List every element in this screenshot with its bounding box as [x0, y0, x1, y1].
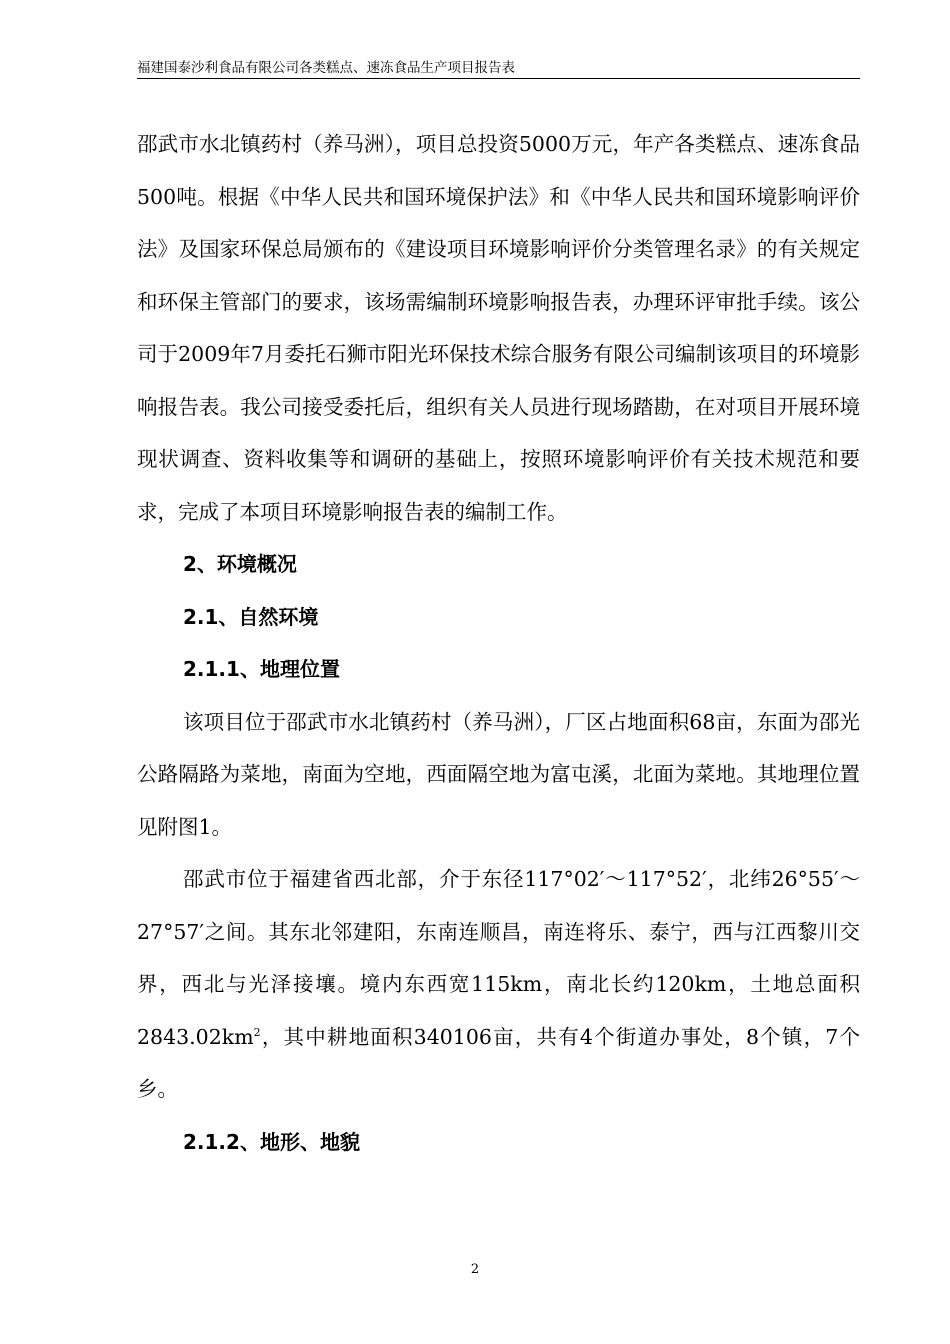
city-paragraph-text: 邵武市位于福建省西北部，介于东径117°02′～117°52′，北纬26°55′～27°57′之间。其东北邻建阳，东南连顺昌，南连将乐、泰宁，西与江西黎川交界，西北与光泽接壤。境内东西宽115km，南北长约120km，土地总面积2843.02km — [137, 867, 860, 1049]
section-heading-2-1: 2.1、自然环境 — [183, 604, 319, 629]
section-heading-2: 2、环境概况 — [183, 552, 297, 576]
page-header — [137, 60, 860, 79]
page-number: 2 — [470, 1262, 480, 1277]
intro-paragraph: 邵武市水北镇药村（养马洲），项目总投资5000万元，年产各类糕点、速冻食品500吨。根据《中华人民共和国环境保护法》和《中华人民共和国环境影响评价法》及国家环保总局颁布的《建设项目环境影响评价分类管理名录》的有关规定和环保主管部门的要求，该场需编制环境影响报告表，办理环评审批手续。该公司于2009年7月委托石狮市阳光环保技术综合服务有限公司编制该项目的环境影响报告表。我公司接受委托后，组织有关人员进行现场踏勘，在对项目开展环境现状调查、资料收集等和调研的基础上，按照环境影响评价有关技术规范和要求，完成了本项目环境影响报告表的编制工作。 — [137, 132, 860, 524]
area-unit-superscript: 2 — [253, 1025, 261, 1039]
city-paragraph-text-cont: ，其中耕地面积340106亩，共有4个街道办事处，8个镇，7个乡。 — [137, 1024, 860, 1101]
document-body — [137, 118, 860, 1168]
location-paragraph: 该项目位于邵武市水北镇药村（养马洲），厂区占地面积68亩，东面为邵光公路隔路为菜地，南面为空地，西面隔空地为富屯溪，北面为菜地。其地理位置见附图1。 — [137, 709, 860, 839]
header-title: 福建国泰沙利食品有限公司各类糕点、速冻食品生产项目报告表 — [137, 60, 515, 76]
city-paragraph — [137, 853, 860, 1116]
section-heading-2-1-2: 2.1.2、地形、地貌 — [183, 1129, 360, 1154]
section-heading-2-1-1: 2.1.1、地理位置 — [183, 657, 340, 681]
